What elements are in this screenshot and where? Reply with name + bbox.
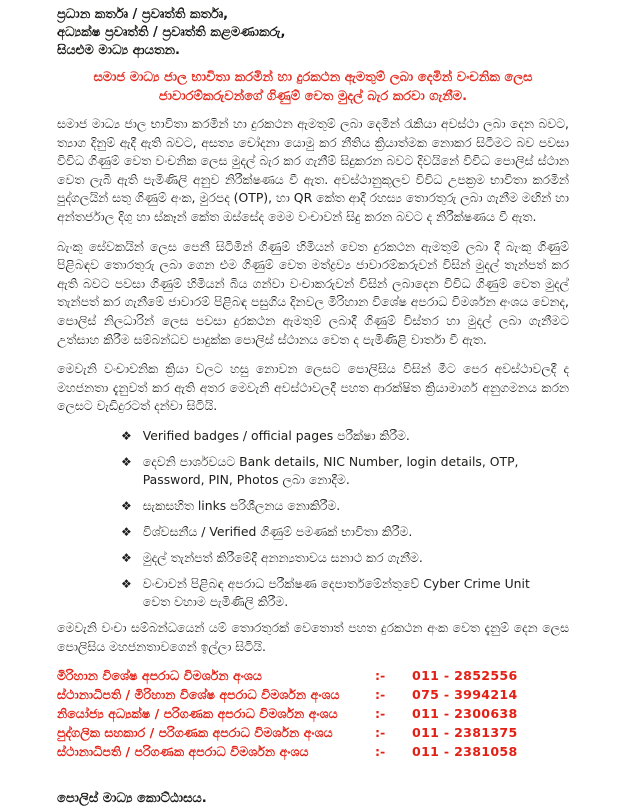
issuing-division-footer: පොලිස් මාධ්‍ය කොට්ඨාසය.	[57, 791, 207, 806]
list-item-text: වංචාවන් පිළිබඳ අපරාධ පරීක්ෂණ දෙපාර්තමේන්තුවේ Cyber Crime Unit වෙත වහාම පැමිණිලි කිරීම.	[142, 575, 530, 609]
diamond-bullet-icon: ❖	[121, 428, 132, 443]
diamond-bullet-icon: ❖	[121, 576, 132, 591]
hotline-separator: :-	[375, 744, 386, 760]
hotline-phone-number: 011 - 2852556	[412, 668, 518, 684]
hotline-row	[57, 666, 569, 685]
hotline-phone-number: 011 - 2300638	[412, 706, 518, 722]
list-item-text: Verified badges / official pages පරීක්ෂා කිරීම.	[142, 427, 410, 443]
safety-measures-list	[121, 427, 559, 611]
recipient-line: සියළුම මාධ්‍ය ආයතන.	[57, 43, 180, 58]
notice-title: සමාජ මාධ්‍ය ජාල භාවිතා කරමින් හා දුරකථන ඇමතුම් ලබා දෙමින් වංචනික ලෙස ජාවාරම්කරුවන්ගේ ගිණුම් වෙත මුදල් බැර කරවා ගැනීම.	[93, 70, 533, 104]
hotline-row	[57, 704, 569, 723]
list-item-text: මුදල් තැන්පත් කිරීමේදී අනන්‍යතාවය සනාථ කර ගැනීම.	[142, 549, 423, 565]
diamond-bullet-icon: ❖	[121, 550, 132, 565]
recipient-block	[57, 6, 569, 60]
hotline-separator: :-	[375, 687, 386, 703]
hotline-row	[57, 685, 569, 704]
hotline-phone-number: 011 - 2381058	[412, 744, 518, 760]
body-paragraph: සමාජ මාධ්‍ය ජාල භාවිතා කරමින් හා දුරකථන ඇමතුම් ලබා දෙමින් රැකියා අවස්ථා ලබා දෙන බවට, ත්‍යාග දිනුම් ඇදී ඇති බවට, අසත්‍ය චෝදනා යොමු කර නීතිය ක්‍රියාත්මක නොකර සිටීමට බව පවසා විවිධ ගිණුම් වෙත වංචනික ලෙස මුදල් බැර කර ගැනීම් සිදුකරන බවට දිවයිනේ විවිධ පොලිස් ස්ථාන වෙත ලැබී ඇති පැමිණිලි අනුව නිරීක්ෂණය වී ඇත. අවස්ථානුකූලව විවිධ උපක්‍රම භාවිතා කරමින් පුද්ගලයින් සතු ගිණුම් අංක, මුරපද (OTP), හා QR කේත ආදී රහස්‍ය තොරතුරු ලබා ගැනීම මඟින් හා අන්තර්ජාල දිගු හා ස්කෑන් කේත ඔස්සේද මෙම වංචාවන් සිදු කරන බවට ද නිරීක්ෂණය වී ඇත.	[57, 116, 569, 224]
hotline-label: මිරිහාන විශේෂ අපරාධ විමර්ශන අංශය	[57, 668, 262, 684]
hotline-separator: :-	[375, 706, 386, 722]
list-item	[121, 575, 559, 611]
hotline-block	[57, 666, 569, 761]
closing-paragraph: මෙවැනි වංචා සම්බන්ධයෙන් යම් තොරතුරක් වෙතොත් පහත දුරකථන අංක වෙත දැනුම් දෙන ලෙස පොලිසිය මහජනතාවගෙන් ඉල්ලා සිටියි.	[57, 619, 569, 654]
hotline-separator: :-	[375, 725, 386, 741]
recipient-line: ප්‍රධාන කර්තෘ / ප්‍රවෘත්ති කර්තෘ,	[57, 7, 229, 22]
diamond-bullet-icon: ❖	[121, 498, 132, 513]
hotline-label: නියෝජ්‍ය අධ්‍යක්ෂ / පරිගණක අපරාධ විමර්ශන අංශය	[57, 706, 338, 722]
list-item	[121, 427, 559, 445]
list-item	[121, 549, 559, 567]
hotline-row	[57, 742, 569, 761]
hotline-separator: :-	[375, 668, 386, 684]
hotline-label: ස්ථානාධිපති / පරිගණක අපරාධ විමර්ශන අංශය	[57, 744, 309, 760]
hotline-label: ස්ථානාධිපති / මිරිහාන විශේෂ අපරාධ විමර්ශන අංශය	[57, 687, 340, 703]
diamond-bullet-icon: ❖	[121, 454, 132, 469]
recipient-line: අධ්‍යක්ෂ ප්‍රවෘත්ති / ප්‍රවෘත්ති කළමණාකරු,	[57, 25, 286, 40]
list-item-text: දෙවනි පාර්ශවයට Bank details, NIC Number, login details, OTP, Password, PIN, Photos ලබා නොදීම.	[142, 453, 519, 487]
body-paragraph: බැංකු සේවකයින් ලෙස පෙනී සිටිමින් ගිණුම් හිමියන් වෙත දුරකථන ඇමතුම් ලබා දී බැංකු ගිණුම් පිළිබඳව තොරතුරු ලබා ගෙන එම ගිණුම් වෙත මත්ද්‍රව්‍ය ජාවාරම්කරුවන් විසින් මුදල් තැන්පත් කර ඇති බවට පවසා ගිණුම් හිමියන් බිය ගන්වා වංචාකරුවන් විසින් ලබාදෙන විවිධ ගිණුම් වෙත මුදල් තැන්පත් කර ගැනීමේ ජාවාරම් පිළිබඳ පසුගිය දිනවල මිරිහාන විශේෂ අපරාධ විමර්ශන අංශය වෙනද, පොලිස් නිලධාරින් ලෙස පවසා දුරකථන ඇමතුම් ලබාදී ගිණුම් විස්තර හා මුදල් ලබා ගැනීමට උත්සාහ කිරීම සම්බන්ධව පාදුක්ක පොලිස් ස්ථානය වෙත ද පැමිණිළි වාර්තා වී ඇත.	[57, 238, 569, 347]
list-item-text: සැකසහිත links පරිශීලනය නොකිරීම.	[142, 497, 341, 513]
hotline-row	[57, 723, 569, 742]
list-item	[121, 523, 559, 541]
list-item	[121, 453, 559, 489]
list-item-text: විශ්වසනීය / Verified ගිණුම් පමණක් භාවිතා කිරීම.	[142, 523, 413, 539]
hotline-label: පුද්ගලික සහකාර / පරිගණක අපරාධ විමර්ශන අංශය	[57, 725, 333, 741]
list-item	[121, 497, 559, 515]
body-paragraph: මෙවැනි වංචාවනික ක්‍රියා වලට හසු නොවන ලෙසට පොලිසිය විසින් මීට පෙර අවස්ථාවලදී ද මහජනතා දැනුවත් කර ඇති අතර මෙවැනි අවස්ථාවලදී පහත ආරක්ෂිත ක්‍රියාමාර්ග අනුගමනය කරන ලෙසට වැඩිදුරටත් දන්වා සිටියි.	[57, 361, 569, 414]
hotline-phone-number: 075 - 3994214	[412, 687, 518, 703]
diamond-bullet-icon: ❖	[121, 524, 132, 539]
hotline-phone-number: 011 - 2381375	[412, 725, 518, 741]
